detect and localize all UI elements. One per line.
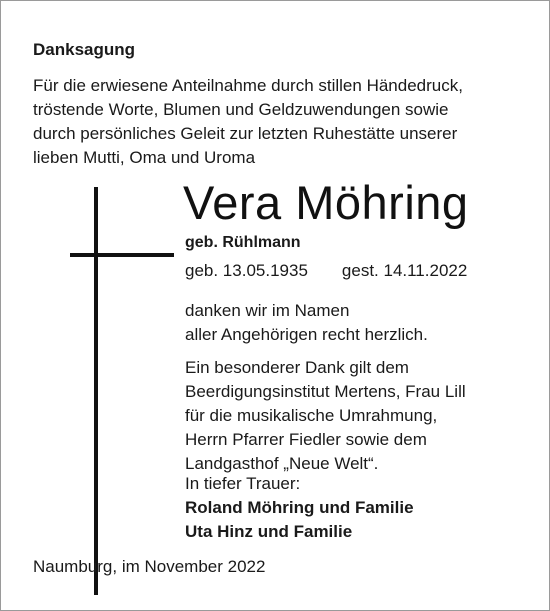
special-thanks-line: Ein besonderer Dank gilt dem xyxy=(185,358,409,377)
intro-text xyxy=(33,74,463,170)
mourning-label: In tiefer Trauer: xyxy=(185,474,301,493)
mourning-section xyxy=(185,472,414,544)
deceased-name: Vera Möhring xyxy=(183,176,469,229)
death-date: gest. 14.11.2022 xyxy=(341,261,468,280)
special-thanks-line: für die musikalische Umrahmung, xyxy=(185,406,438,425)
place-date: Naumburg, im November 2022 xyxy=(33,557,266,576)
cross-vertical-bar xyxy=(94,187,98,595)
intro-line: lieben Mutti, Oma und Uroma xyxy=(33,148,256,167)
thanks-line: aller Angehörigen recht herzlich. xyxy=(185,325,428,344)
intro-line: Für die erwiesene Anteilnahme durch stillen Händedruck, xyxy=(33,76,463,95)
birth-date: geb. 13.05.1935 xyxy=(185,261,308,280)
cross-horizontal-bar xyxy=(70,253,174,257)
special-thanks-text xyxy=(185,356,466,476)
mourning-family: Uta Hinz und Familie xyxy=(185,522,353,541)
thanks-text xyxy=(185,299,428,347)
special-thanks-line: Beerdigungsinstitut Mertens, Frau Lill xyxy=(185,382,466,401)
maiden-name: geb. Rühlmann xyxy=(185,234,301,251)
heading: Danksagung xyxy=(33,40,136,59)
mourning-family: Roland Möhring und Familie xyxy=(185,498,414,517)
intro-line: durch persönliches Geleit zur letzten Ruhestätte unserer xyxy=(33,124,458,143)
special-thanks-line: Landgasthof „Neue Welt“. xyxy=(185,454,379,473)
special-thanks-line: Herrn Pfarrer Fiedler sowie dem xyxy=(185,430,427,449)
life-dates xyxy=(185,260,467,282)
thanks-line: danken wir im Namen xyxy=(185,301,350,320)
intro-line: tröstende Worte, Blumen und Geldzuwendungen sowie xyxy=(33,100,449,119)
